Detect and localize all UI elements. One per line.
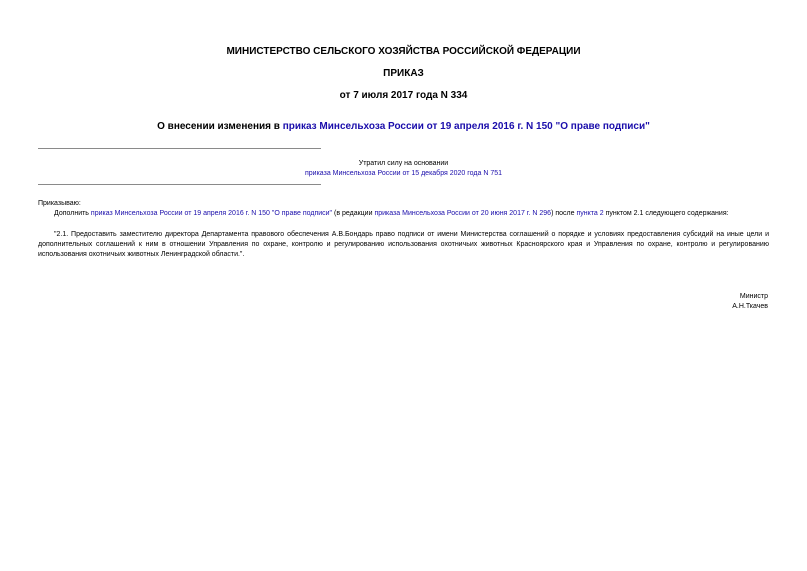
status-note-line1: Утратил силу на основании	[358, 160, 449, 167]
quoted-clause: "2.1. Предоставить заместителю директора Департамента правового обеспечения А.В.Бондарь право подписи от имени Министерства соглашений о порядке и условиях предоставления субсидий на иные цели и дополнительных соглашений к ним в отношении Управления по охране, контролю и регулированию использования охотничьих животных Красноярского края и Управления по охране, контролю и регулированию использования охотничьих животных Ленинградской области.".	[38, 231, 769, 258]
p1-link-point-2[interactable]: пункта 2	[576, 210, 604, 217]
doc-title-link[interactable]: приказ Минсельхоза России от 19 апреля 2016 г. N 150 "О праве подписи"	[282, 121, 650, 132]
doc-date-number: от 7 июля 2017 года N 334	[339, 90, 468, 101]
signature-position: Министр	[739, 293, 768, 300]
p1-text-1: Дополнить	[54, 210, 91, 217]
p1-text-4: пунктом 2.1 следующего содержания:	[603, 210, 729, 217]
order-word: Приказываю:	[38, 200, 81, 207]
p1-link-order-296[interactable]: приказа Минсельхоза России от 20 июня 2017 г. N 296	[374, 210, 552, 217]
status-note-line2	[0, 169, 807, 179]
p1-text-2: (в редакции	[332, 210, 375, 217]
p1-link-order-150[interactable]: приказ Минсельхоза России от 19 апреля 2016 г. N 150 "О праве подписи"	[90, 210, 333, 217]
ministry-heading: МИНИСТЕРСТВО СЕЛЬСКОГО ХОЗЯЙСТВА РОССИЙСКОЙ ФЕДЕРАЦИИ	[226, 46, 581, 57]
doc-title-prefix: О внесении изменения в	[157, 121, 283, 132]
signature-name: А.Н.Ткачев	[732, 303, 768, 310]
repeal-order-link[interactable]: приказа Минсельхоза России от 15 декабря 2020 года N 751	[305, 170, 502, 177]
doc-title	[0, 121, 807, 133]
top-divider	[38, 148, 321, 149]
doc-type-heading: ПРИКАЗ	[383, 68, 424, 79]
paragraph-1	[54, 209, 729, 219]
bottom-divider	[38, 184, 321, 185]
p1-text-3: ) после	[551, 210, 577, 217]
